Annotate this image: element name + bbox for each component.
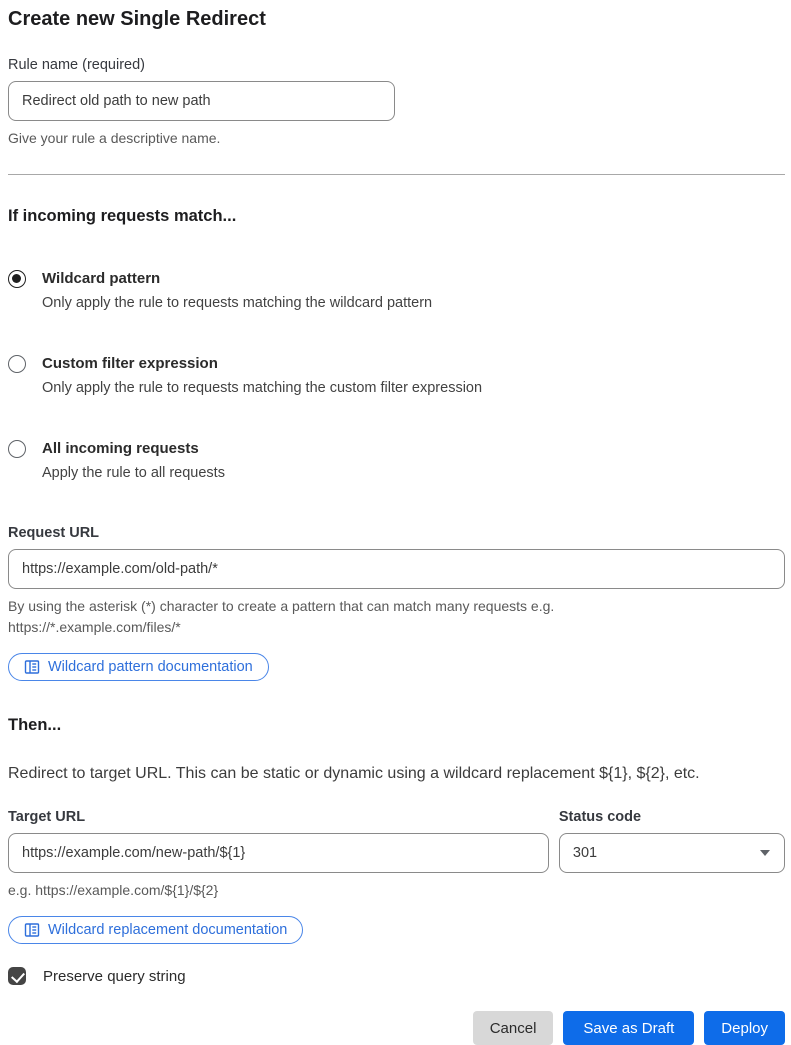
rule-name-input[interactable] xyxy=(8,81,395,121)
target-url-column xyxy=(8,808,549,873)
target-url-helper: e.g. https://example.com/${1}/${2} xyxy=(8,882,219,898)
request-url-helper-line2: https://*.example.com/files/* xyxy=(8,619,181,635)
radio-label: All incoming requests xyxy=(42,440,199,457)
all-requests-radio[interactable] xyxy=(8,440,26,458)
request-url-helper xyxy=(8,596,785,638)
request-url-input[interactable] xyxy=(8,549,785,589)
book-icon xyxy=(24,659,40,675)
wildcard-pattern-radio[interactable] xyxy=(8,270,26,288)
rule-name-helper: Give your rule a descriptive name. xyxy=(8,130,221,146)
status-code-select-wrap xyxy=(559,833,785,873)
custom-filter-radio[interactable] xyxy=(8,355,26,373)
cancel-button[interactable]: Cancel xyxy=(473,1011,554,1045)
footer-actions xyxy=(8,1011,785,1045)
preserve-query-checkbox[interactable] xyxy=(8,967,26,985)
status-code-label: Status code xyxy=(558,809,642,825)
target-url-input[interactable] xyxy=(8,833,549,873)
match-section-heading: If incoming requests match... xyxy=(8,207,237,225)
radio-option-wildcard-pattern[interactable] xyxy=(8,269,785,313)
wildcard-replacement-docs-button[interactable] xyxy=(8,916,303,944)
radio-option-all-requests[interactable] xyxy=(8,439,785,483)
target-url-label: Target URL xyxy=(8,809,86,825)
doc-button-label: Wildcard replacement documentation xyxy=(48,922,288,938)
wildcard-pattern-docs-button[interactable] xyxy=(8,653,269,681)
status-code-select[interactable] xyxy=(559,833,785,873)
page-title: Create new Single Redirect xyxy=(8,8,266,30)
section-divider xyxy=(8,174,785,175)
preserve-query-row[interactable] xyxy=(8,967,785,985)
then-description: Redirect to target URL. This can be static or dynamic using a wildcard replacement ${1}, ${2}, etc. xyxy=(8,765,700,782)
radio-label: Wildcard pattern xyxy=(42,270,161,287)
status-code-column xyxy=(559,808,785,873)
radio-description: Apply the rule to all requests xyxy=(42,465,225,481)
radio-description: Only apply the rule to requests matching the custom filter expression xyxy=(42,380,483,396)
radio-texts xyxy=(42,354,482,398)
match-type-radio-group xyxy=(8,269,785,483)
radio-option-custom-filter[interactable] xyxy=(8,354,785,398)
radio-description: Only apply the rule to requests matching the wildcard pattern xyxy=(42,295,433,311)
preserve-query-label: Preserve query string xyxy=(43,967,186,985)
then-section-heading: Then... xyxy=(8,716,62,734)
save-as-draft-button[interactable]: Save as Draft xyxy=(563,1011,694,1045)
request-url-helper-line1: By using the asterisk (*) character to create a pattern that can match many requests e.g. xyxy=(8,598,555,614)
radio-label: Custom filter expression xyxy=(42,355,218,372)
book-icon xyxy=(24,922,40,938)
rule-name-label: Rule name (required) xyxy=(8,57,146,73)
doc-button-label: Wildcard pattern documentation xyxy=(48,659,253,675)
target-row xyxy=(8,808,785,873)
deploy-button[interactable]: Deploy xyxy=(704,1011,785,1045)
radio-texts xyxy=(42,269,432,313)
radio-texts xyxy=(42,439,225,483)
request-url-label: Request URL xyxy=(8,525,100,541)
